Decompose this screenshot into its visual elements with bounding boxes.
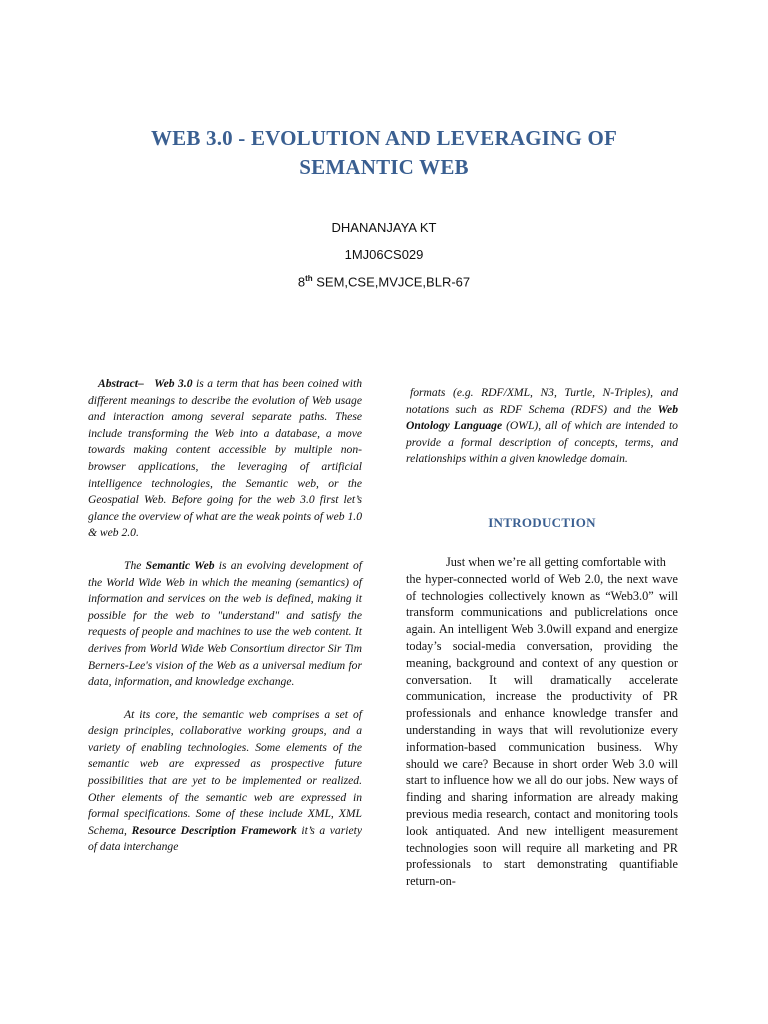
core-paragraph [88, 707, 362, 856]
abstract-paragraph [88, 376, 362, 542]
abstract-label: Abstract– [98, 377, 144, 390]
semantic-web-text: is an evolving development of the World Wide Web in which the meaning (semantics) of information and services on the web is defined, making it possible for the web to "understand" and satisfy the requests of people and machines to use the web content. It derives from World Wide Web Consortium director Sir Tim Berners-Lee's vision of the Web as a universal medium for data, information, and knowledge exchange. [88, 558, 363, 689]
abstract-term: Web 3.0 [154, 377, 193, 390]
affiliation-text: SEM,CSE,MVJCE,BLR-67 [312, 274, 471, 290]
title-line-1: WEB 3.0 - EVOLUTION AND LEVERAGING OF [150, 126, 618, 150]
semester-suffix: th [305, 274, 313, 283]
formats-paragraph [406, 385, 678, 468]
author-name: DHANANJAYA KT [331, 220, 437, 235]
title-line-2: SEMANTIC WEB [299, 155, 469, 179]
paper-title [0, 124, 768, 182]
semantic-pre: The [124, 558, 146, 572]
abstract-text: is a term that has been coined with different meanings to describe the evolution of Web usage and interaction among several separate paths. These include transforming the Web into a database, a move towards making content accessible by multiple non-browser applications, the leveraging of artificial intelligence technologies, the Semantic web, or the Geospatial Web. Before going for the web 3.0 first let’s glance the overview of what are the weak points of web 1.0 & web 2.0. [88, 377, 362, 540]
right-column-continuation [406, 385, 678, 468]
introduction-body [406, 554, 678, 890]
intro-text: the hyper-connected world of Web 2.0, the next wave of technologies collectively known as “Web3.0” will transform communications and publicrelations once again. An intelligent Web 3.0will expand and energize today’s social-media conversation, providing the meaning, background and context of any question or conversation. It will dramatically accelerate communication, increase the productivity of PR professionals and enhance knowledge transfer and understanding in ways that will revolutionize every information-based communication business. Why should we care? Because in short order Web 3.0 will start to influence how we all do our jobs. New ways of finding and sharing information are already making previous media research, contact and monitoring tools look antiquated. And new intelligent measurement technologies soon will require all marketing and PR professionals to start demonstrating quantifiable return-on- [406, 571, 678, 889]
intro-first-line: Just when we’re all getting comfortable with [446, 555, 666, 569]
author-usn: 1MJ06CS029 [344, 247, 424, 262]
semantic-web-paragraph [88, 558, 362, 691]
semantic-web-term: Semantic Web [145, 558, 215, 572]
formats-post: (OWL), all of which are intended to provide a formal description of concepts, terms, and relationships within a given knowledge domain. [406, 419, 678, 466]
core-text: At its core, the semantic web comprises a set of design principles, collaborative working groups, and a variety of enabling technologies. Some elements of the semantic web are expressed as prospective future possibilities that are yet to be implemented or realized. Other elements of the semantic web are expressed in formal specifications. Some of these include XML, XML Schema, [88, 707, 362, 837]
owl-term: Web Ontology Language [406, 402, 678, 433]
semester-number: 8 [297, 274, 306, 290]
author-affiliation [0, 274, 768, 289]
left-column [88, 376, 362, 856]
formats-pre: formats (e.g. RDF/XML, N3, Turtle, N-Triples), and notations such as RDF Schema (RDFS) and the [406, 386, 678, 416]
rdf-term: Resource Description Framework [131, 823, 297, 837]
introduction-heading: INTRODUCTION [488, 515, 596, 530]
core-tail: it’s a variety of data interchange [88, 823, 362, 854]
